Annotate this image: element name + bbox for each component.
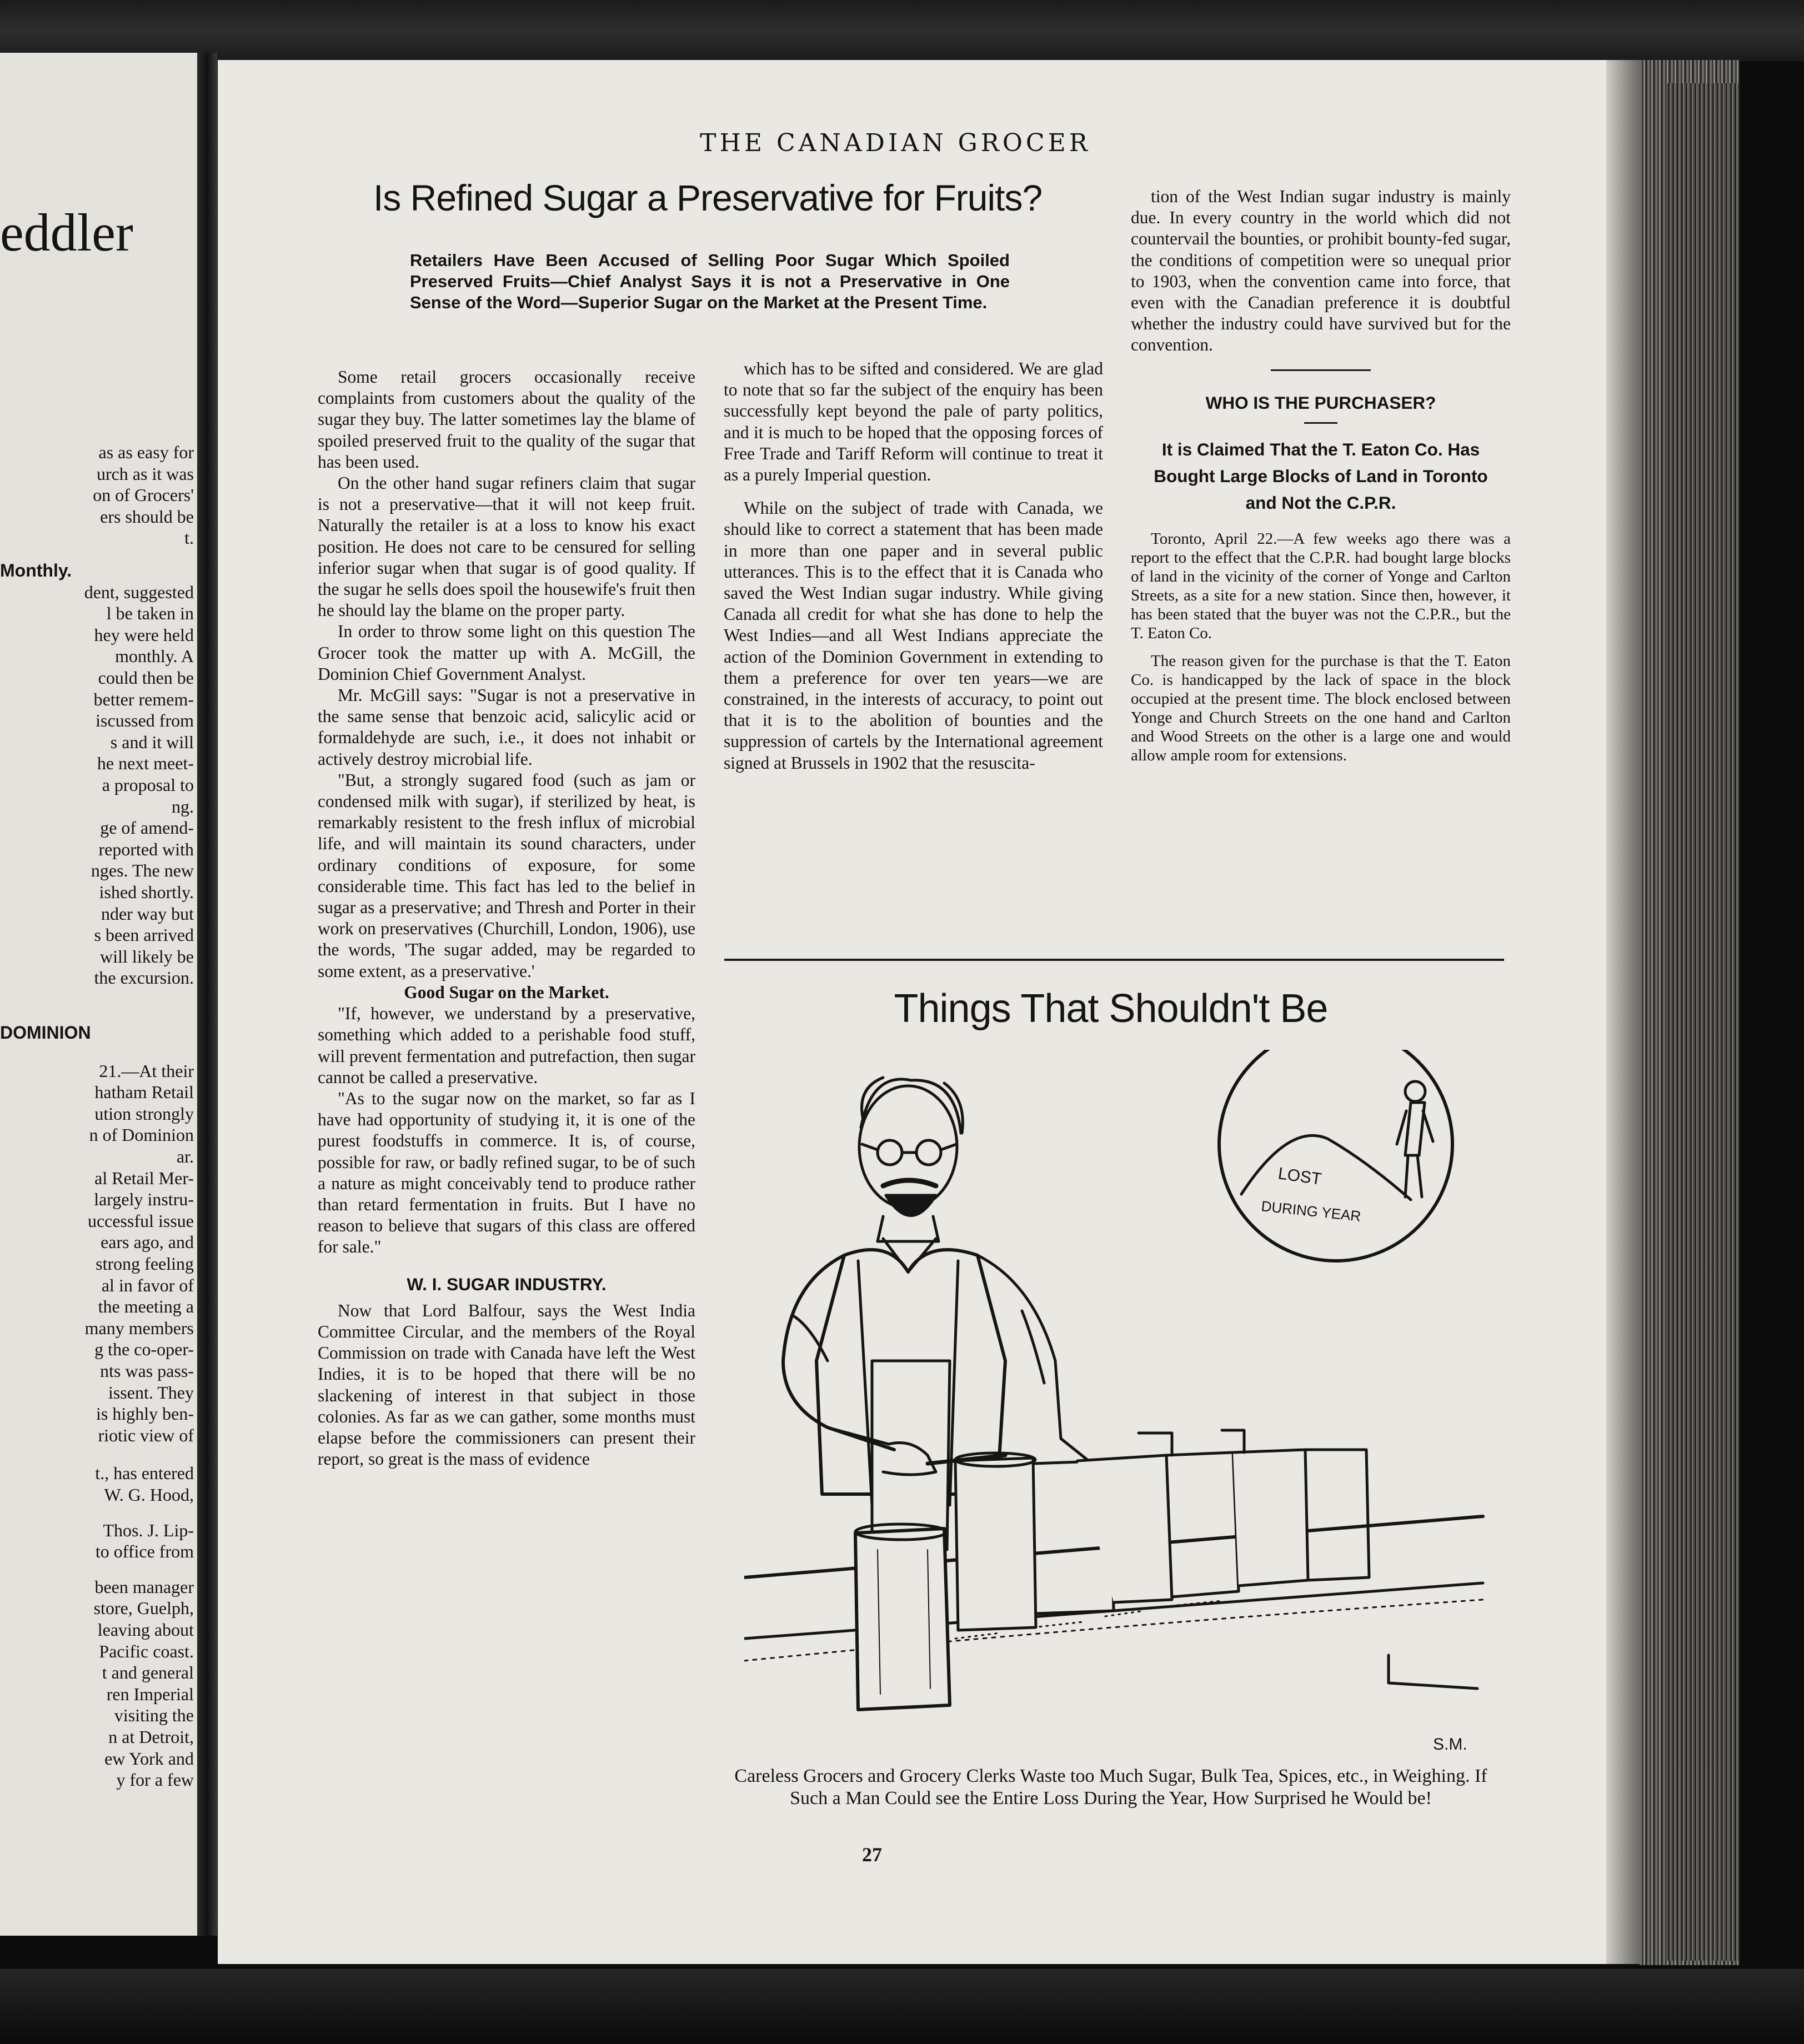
left-page-line: largely instru- xyxy=(94,1189,194,1210)
left-page-line: store, Guelph, xyxy=(93,1598,194,1619)
left-page-line: al Retail Mer- xyxy=(94,1168,194,1188)
left-page-line: n of Dominion xyxy=(89,1125,194,1145)
left-page-line: the excursion. xyxy=(94,968,194,988)
bottom-shadow xyxy=(0,1969,1804,2044)
article-column-3 xyxy=(1131,186,1511,765)
left-page-line: ew York and xyxy=(104,1748,194,1769)
left-page-line: a proposal to xyxy=(102,775,194,795)
paragraph: The reason given for the purchase is that the T. Eaton Co. is handicapped by the lack of space in the block occupied at the present time. The block enclosed between Yonge and Church Streets on the one hand and Carlton and Wood Streets on the other is a large one and would allow ample room for extensions. xyxy=(1131,652,1511,764)
left-page-line: Monthly. xyxy=(0,560,72,580)
paragraph: "As to the sugar now on the market, so far as I have had opportunity of studying it, it is one of the purest foodstuffs in commerce. It is, of course, possible for raw, or badly refined sugar, to be of such a nature as might conceivably tend to produce rather than retard fermentation in fruits. But I have no reason to believe that sugars of this class are offered for sale." xyxy=(318,1088,695,1257)
running-head: THE CANADIAN GROCER xyxy=(700,129,1091,157)
left-page-line: could then be xyxy=(98,668,194,688)
left-page-line: t. xyxy=(184,528,194,548)
left-page-line: ished shortly. xyxy=(99,882,194,902)
left-page-line: l be taken in xyxy=(106,603,194,624)
left-page-line: ge of amend- xyxy=(100,818,194,838)
left-page-line: dent, suggested xyxy=(84,582,194,602)
paragraph: Some retail grocers occasionally receive complaints from customers about the quality of the sugar they buy. The latter sometimes lay the blame of spoiled preserved fruit to the quality of the sugar that has been used. xyxy=(318,367,695,472)
left-page-line: urch as it was xyxy=(96,463,194,484)
paragraph: While on the subject of trade with Canada, we should like to correct a statement that has been made in more than one paper and in several public utterances. This is to the effect that it is Canada who saved the West Indian sugar industry. While giving Canada all credit for what she has done to help the West Indies—and all West Indians appreciate the action of the Dominion Government in extending to them a preference for over ten years—we are constrained, in the interests of accuracy, to point out that it is to the abolition of bounties and the suppression of cartels by the International agreement signed at Brussels in 1902 that the resuscita- xyxy=(724,498,1103,773)
left-page-line: n at Detroit, xyxy=(108,1727,194,1747)
left-page-line: g the co-oper- xyxy=(94,1339,194,1360)
left-page-line: Thos. J. Lip- xyxy=(103,1520,194,1540)
wi-sugar-subhead: W. I. SUGAR INDUSTRY. xyxy=(407,1274,607,1294)
left-page-line: issent. They xyxy=(108,1382,194,1402)
left-page-line: to office from xyxy=(95,1541,194,1562)
left-page-line: s been arrived xyxy=(94,925,194,945)
short-rule xyxy=(1304,422,1337,424)
left-page-line: hatham Retail xyxy=(94,1082,194,1103)
left-page-fragment xyxy=(0,53,197,1936)
left-page-line: iscussed from xyxy=(96,710,194,731)
left-page-line: y for a few xyxy=(116,1770,194,1790)
page-number: 27 xyxy=(862,1843,882,1866)
left-page-line: nts was pass- xyxy=(100,1361,194,1381)
cartoon-illustration xyxy=(744,1050,1494,1755)
right-gutter xyxy=(1606,60,1640,1964)
good-sugar-subhead: Good Sugar on the Market. xyxy=(404,982,609,1002)
left-page-line: t and general xyxy=(102,1662,194,1683)
left-page-line: al in favor of xyxy=(101,1275,194,1295)
left-page-line: he next meet- xyxy=(97,753,194,774)
left-page-line: ng. xyxy=(172,796,194,816)
paragraph: Now that Lord Balfour, says the West India Committee Circular, and the members of the Royal Commission on trade with Canada have left the West Indies, it is to be hoped that there will be no slackening of interest in that subject in those colonies. As far as we can gather, some months must elapse before the commissioners can present their report, so great is the mass of evidence xyxy=(318,1300,695,1469)
purchaser-heading: WHO IS THE PURCHASER? xyxy=(1205,392,1436,413)
left-gutter xyxy=(197,53,217,1936)
left-page-line: nder way but xyxy=(101,903,194,924)
paragraph: On the other hand sugar refiners claim that sugar is not a preservative—that it will not keep fruit. Naturally the retailer is at a loss to know his exact position. He does not care to be censured for selling inferior sugar when that sugar is of good quality. If the sugar he sells does spoil the housewife's fruit then he should lay the blame on the proper party. xyxy=(318,473,695,620)
article-column-1 xyxy=(318,367,695,1470)
left-page-line: will likely be xyxy=(100,946,194,966)
left-page-line: strong feeling xyxy=(96,1254,194,1274)
left-page-line: is highly ben- xyxy=(96,1404,194,1424)
cartoon-title: Things That Shouldn't Be xyxy=(894,986,1328,1031)
artist-signature: S.M. xyxy=(1433,1735,1467,1754)
left-page-line: monthly. A xyxy=(115,646,194,667)
left-page-line: W. G. Hood, xyxy=(104,1485,194,1505)
left-page-line: nges. The new xyxy=(91,860,194,881)
left-page-line: ears ago, and xyxy=(101,1232,194,1253)
section-divider xyxy=(1271,369,1371,371)
left-page-heading: eddler xyxy=(0,203,133,262)
article-column-2 xyxy=(724,358,1103,774)
cartoon-top-rule xyxy=(724,959,1504,961)
left-page-line: visiting the xyxy=(114,1705,194,1726)
left-page-line: been manager xyxy=(94,1576,194,1597)
paragraph: which has to be sifted and considered. We are glad to note that so far the subject of the enquiry has been successfully kept beyond the pale of party politics, and it is much to be hoped that the opposing forces of Free Trade and Tariff Reform will continue to treat it as a purely Imperial question. xyxy=(724,359,1103,485)
left-page-line: leaving about xyxy=(97,1620,194,1640)
left-page-line: reported with xyxy=(98,839,194,859)
left-page-line: 21.—At their xyxy=(99,1060,194,1081)
left-page-line: ers should be xyxy=(100,506,194,527)
paragraph: Mr. McGill says: "Sugar is not a preservative in the same sense that benzoic acid, salicylic acid or formaldehyde are such, i.e., it does not inhabit or actively destroy microbial life. xyxy=(318,685,695,769)
left-page-line: ar. xyxy=(176,1146,194,1166)
paragraph: In order to throw some light on this question The Grocer took the matter up with A. McGill, the Dominion Chief Government Analyst. xyxy=(318,622,695,684)
left-page-line: Pacific coast. xyxy=(99,1641,194,1661)
bubble-text-lost: LOST xyxy=(1277,1164,1323,1189)
left-page-line: hey were held xyxy=(94,624,194,645)
left-page-line: t., has entered xyxy=(95,1463,194,1484)
left-page-line: ren Imperial xyxy=(106,1684,194,1704)
left-page-line: many members xyxy=(84,1317,194,1338)
left-page-line: riotic view of xyxy=(98,1425,194,1445)
left-page-line: better remem- xyxy=(93,689,194,709)
top-shadow xyxy=(0,0,1804,61)
paragraph: Toronto, April 22.—A few weeks ago there was a report to the effect that the C.P.R. had bought large blocks of land in the vicinity of the corner of Yonge and Carlton Streets, as a site for a new station. Since then, however, it has been stated that the buyer was not the C.P.R., but the T. Eaton Co. xyxy=(1131,529,1511,642)
paragraph: "But, a strongly sugared food (such as jam or condensed milk with sugar), if sterilized by heat, is remarkably resistent to the fresh influx of microbial life, and will maintain its sound characters, under ordinary conditions of exposure, for some considerable time. This fact has led to the belief in sugar as a preservative; and Thresh and Porter in their work on preservatives (Churchill, London, 1906), use the words, 'The sugar added, may be regarded to some extent, as a preservative.' xyxy=(318,770,695,981)
left-page-line: as as easy for xyxy=(98,442,194,462)
left-page-line: on of Grocers' xyxy=(93,485,194,505)
purchaser-deck: It is Claimed That the T. Eaton Co. Has Bought Large Blocks of Land in Toronto and Not the C.P.R. xyxy=(1154,439,1488,513)
left-page-line: the meeting a xyxy=(98,1296,194,1317)
paragraph: tion of the West Indian sugar industry is mainly due. In every country in the world which did not countervail the bounties, or prohibit bounty-fed sugar, the conditions of competition were so unequal prior to 1903, when the convention came into force, that even with the Canadian preference it is doubtful whether the industry could have survived but for the convention. xyxy=(1131,187,1511,355)
left-page-line: uccessful issue xyxy=(87,1210,194,1231)
cartoon-caption: Careless Grocers and Grocery Clerks Waste too Much Sugar, Bulk Tea, Spices, etc., in Weighing. If Such a Man Could see the Entire Loss During the Year, How Surprised he Would be! xyxy=(734,1766,1487,1808)
article-deck: Retailers Have Been Accused of Selling Poor Sugar Which Spoiled Preserved Fruits—Chief Analyst Says it is not a Preservative in One Sense of the Word—Superior Sugar on the Market at the Present Time. xyxy=(410,251,1010,312)
bubble-text-during-year: DURING YEAR xyxy=(1260,1198,1362,1225)
left-page-line: s and it will xyxy=(110,732,194,752)
paragraph: "If, however, we understand by a preservative, something which added to a perishable food stuff, will prevent fermentation and putrefaction, then sugar cannot be called a preservative. xyxy=(318,1004,695,1087)
left-page-line: DOMINION xyxy=(0,1023,91,1043)
book-edge-pages xyxy=(1666,83,1738,1961)
left-page-line: ution strongly xyxy=(94,1103,194,1124)
article-headline: Is Refined Sugar a Preservative for Fruits? xyxy=(373,177,1043,218)
